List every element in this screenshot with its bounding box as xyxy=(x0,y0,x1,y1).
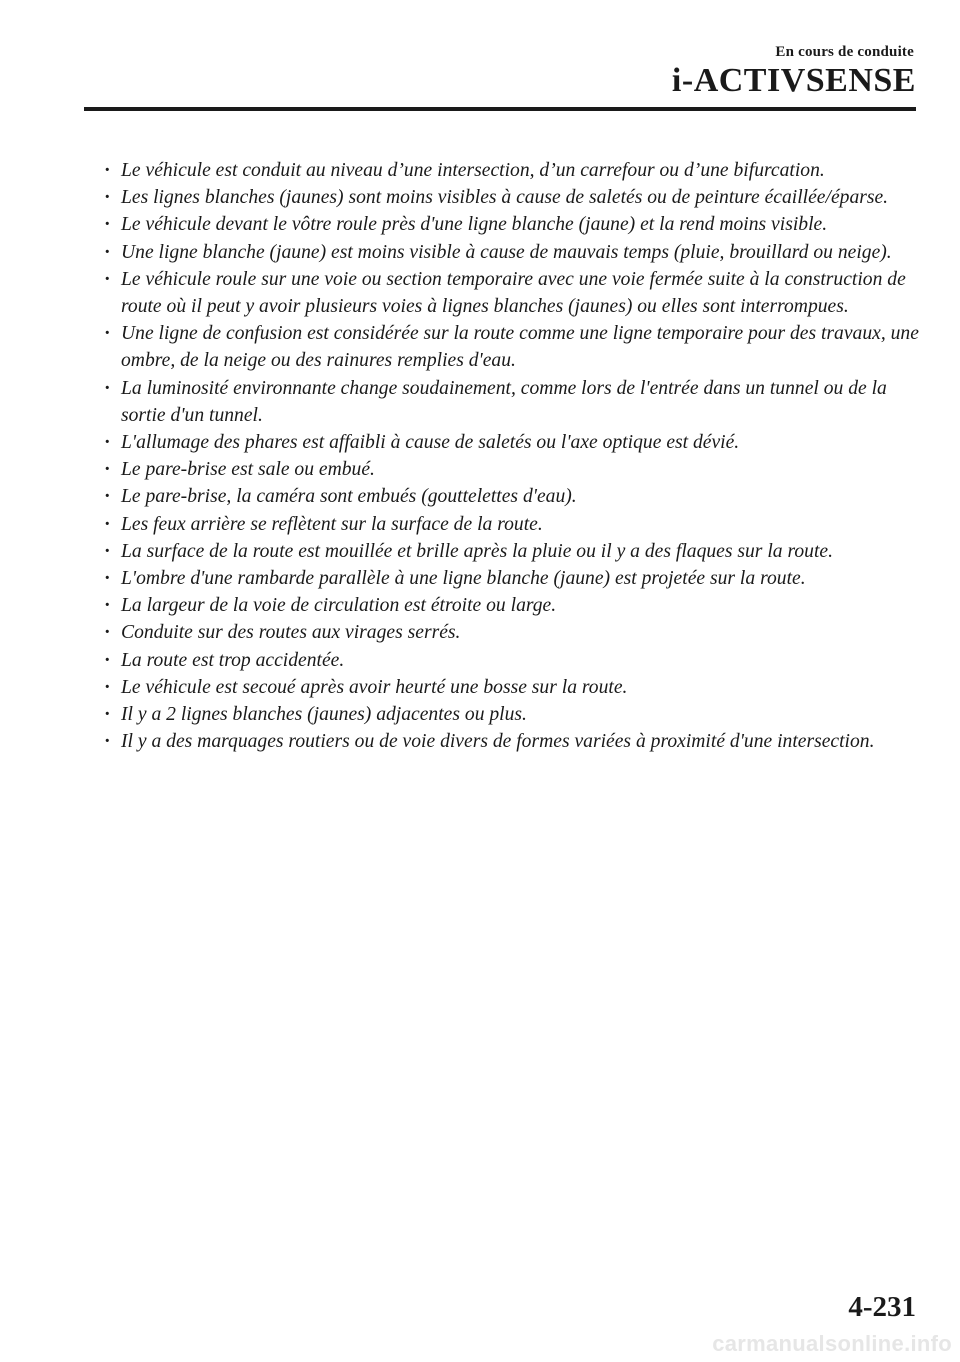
section-label: En cours de conduite xyxy=(775,44,914,60)
list-item: · Les feux arrière se reflètent sur la surface de la route. xyxy=(104,511,924,538)
list-item: · Le pare-brise est sale ou embué. xyxy=(104,456,924,483)
list-item: · Les lignes blanches (jaunes) sont moins visibles à cause de saletés ou de peinture écaillée/éparse. xyxy=(104,184,924,211)
list-item: · Le véhicule est conduit au niveau d’une intersection, d’un carrefour ou d’une bifurcation. xyxy=(104,157,924,184)
list-item: · Une ligne blanche (jaune) est moins visible à cause de mauvais temps (pluie, brouillard ou neige). xyxy=(104,239,924,266)
condition-list xyxy=(104,157,924,755)
list-item: · L'ombre d'une rambarde parallèle à une ligne blanche (jaune) est projetée sur la route. xyxy=(104,565,924,592)
watermark-text: carmanualsonline.info xyxy=(712,1331,952,1356)
page-title: i-ACTIVSENSE xyxy=(671,62,916,99)
header-divider xyxy=(84,107,916,111)
list-item: · La surface de la route est mouillée et brille après la pluie ou il y a des flaques sur la route. xyxy=(104,538,924,565)
list-item: · Le véhicule devant le vôtre roule près d'une ligne blanche (jaune) et la rend moins visible. xyxy=(104,211,924,238)
page-number: 4-231 xyxy=(848,1291,916,1323)
list-item: · Le véhicule est secoué après avoir heurté une bosse sur la route. xyxy=(104,674,924,701)
list-item: · Conduite sur des routes aux virages serrés. xyxy=(104,619,924,646)
list-item: · Il y a des marquages routiers ou de voie divers de formes variées à proximité d'une intersection. xyxy=(104,728,924,755)
list-item: · L'allumage des phares est affaibli à cause de saletés ou l'axe optique est dévié. xyxy=(104,429,924,456)
list-item: · La largeur de la voie de circulation est étroite ou large. xyxy=(104,592,924,619)
list-item: · Il y a 2 lignes blanches (jaunes) adjacentes ou plus. xyxy=(104,701,924,728)
list-item: · Une ligne de confusion est considérée sur la route comme une ligne temporaire pour des travaux, une ombre, de la neige ou des rainures remplies d'eau. xyxy=(104,320,924,374)
list-item: · Le pare-brise, la caméra sont embués (gouttelettes d'eau). xyxy=(104,483,924,510)
list-item: · Le véhicule roule sur une voie ou section temporaire avec une voie fermée suite à la construction de route où il peut y avoir plusieurs voies à lignes blanches (jaunes) ou elles sont interrompues. xyxy=(104,266,924,320)
list-item: · La route est trop accidentée. xyxy=(104,647,924,674)
list-item: · La luminosité environnante change soudainement, comme lors de l'entrée dans un tunnel ou de la sortie d'un tunnel. xyxy=(104,375,924,429)
